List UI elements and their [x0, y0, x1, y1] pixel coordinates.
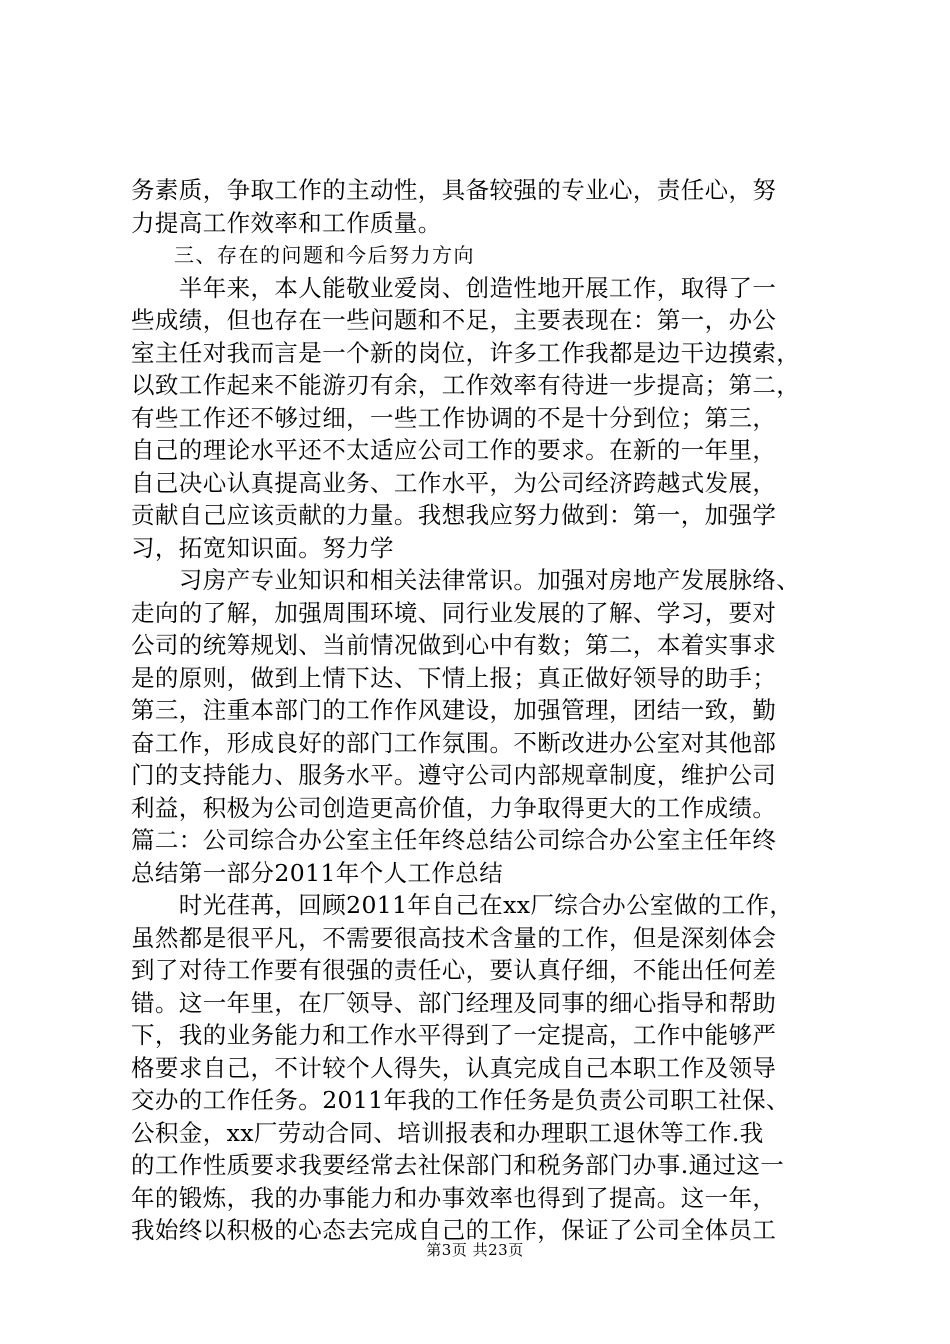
text-line: 公司的统筹规划、当前情况做到心中有数；第二，本着实事求 [131, 631, 777, 659]
document-body [131, 174, 831, 1247]
page-number-footer: 第3页 共23页 [426, 1241, 524, 1259]
text-line: 有些工作还不够过细，一些工作协调的不是十分到位；第三， [131, 403, 777, 432]
text-line: 交办的工作任务。2011年我的工作任务是负责公司职工社保、 [131, 1086, 790, 1114]
text-line: 贡献自己应该贡献的力量。我想我应努力做到：第一，加强学 [131, 501, 777, 529]
text-line: 些成绩，但也存在一些问题和不足，主要表现在：第一，办公 [131, 306, 777, 334]
text-line: 力提高工作效率和工作质量。 [131, 208, 442, 237]
text-line: 走向的了解，加强周围环境、同行业发展的了解、学习，要对 [131, 598, 777, 627]
text-line: 下，我的业务能力和工作水平得到了一定提高，工作中能够严 [131, 1021, 777, 1049]
text-line: 奋工作，形成良好的部门工作氛围。不断改进办公室对其他部 [131, 728, 777, 757]
text-line: 总结第一部分2011年个人工作总结 [131, 858, 504, 887]
text-line: 自己的理论水平还不太适应公司工作的要求。在新的一年里， [131, 436, 777, 464]
text-line: 以致工作起来不能游刃有余，工作效率有待进一步提高；第二， [131, 371, 801, 399]
text-line: 错。这一年里，在厂领导、部门经理及同事的细心指导和帮助 [131, 988, 777, 1017]
text-line: 室主任对我而言是一个新的岗位，许多工作我都是边干边摸索， [131, 338, 801, 367]
text-line: 习房产专业知识和相关法律常识。加强对房地产发展脉络、 [131, 566, 801, 594]
text-line: 篇二：公司综合办公室主任年终总结公司综合办公室主任年终 [131, 826, 777, 854]
text-line: 自己决心认真提高业务、工作水平，为公司经济跨越式发展， [131, 468, 777, 497]
text-line: 时光荏苒，回顾2011年自己在xx厂综合办公室做的工作， [131, 891, 794, 919]
text-line: 是的原则，做到上情下达、下情上报；真正做好领导的助手； [131, 663, 777, 692]
text-line: 门的支持能力、服务水平。遵守公司内部规章制度，维护公司 [131, 761, 777, 789]
text-line: 务素质，争取工作的主动性，具备较强的专业心，责任心，努 [131, 176, 777, 204]
text-line: 格要求自己，不计较个人得失，认真完成自己本职工作及领导 [131, 1053, 777, 1082]
text-line: 半年来，本人能敬业爱岗、创造性地开展工作，取得了一 [131, 273, 777, 302]
text-line: 利益，积极为公司创造更高价值，力争取得更大的工作成绩。 [131, 793, 777, 822]
text-line: 年的锻炼，我的办事能力和办事效率也得到了提高。这一年， [131, 1183, 777, 1212]
text-line: 习，拓宽知识面。努力学 [131, 533, 394, 562]
section-heading: 三、存在的问题和今后努力方向 [131, 243, 475, 267]
text-line: 到了对待工作要有很强的责任心，要认真仔细，不能出任何差 [131, 956, 777, 984]
text-line: 第三，注重本部门的工作作风建设，加强管理，团结一致，勤 [131, 696, 777, 724]
text-line: 我始终以积极的心态去完成自己的工作，保证了公司全体员工 [131, 1216, 777, 1244]
text-line: 虽然都是很平凡，不需要很高技术含量的工作，但是深刻体会 [131, 923, 777, 952]
text-line: 的工作性质要求我要经常去社保部门和税务部门办事.通过这一 [131, 1151, 785, 1179]
text-line: 公积金，xx厂劳动合同、培训报表和办理职工退休等工作.我 [131, 1118, 764, 1147]
